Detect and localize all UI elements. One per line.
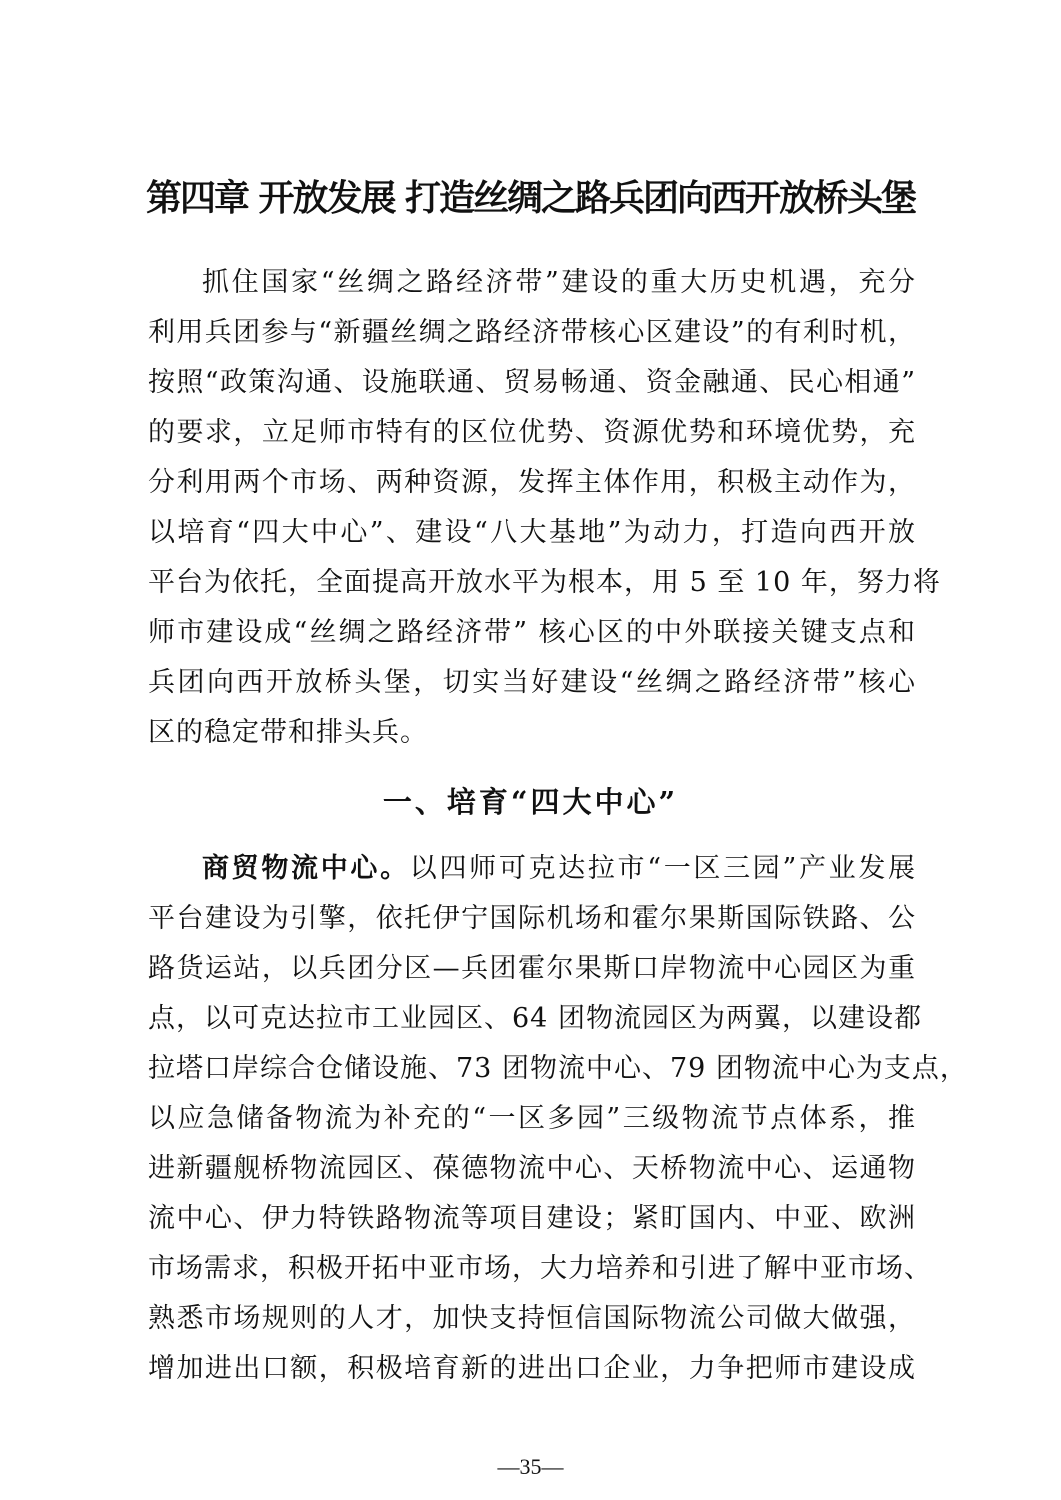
section-line: 熟悉市场规则的人才，加快支持恒信国际物流公司做大做强， [148,1303,916,1334]
section-line: 增加进出口额，积极培育新的进出口企业，力争把师市建设成 [148,1353,916,1384]
intro-line: 兵团向西开放桥头堡，切实当好建设“丝绸之路经济带”核心 [148,667,916,698]
intro-line: 按照“政策沟通、设施联通、贸易畅通、资金融通、民心相通” [148,367,916,398]
intro-line: 以培育“四大中心”、建设“八大基地”为动力，打造向西开放 [148,517,916,548]
intro-line: 利用兵团参与“新疆丝绸之路经济带核心区建设”的有利时机， [148,317,916,348]
intro-line: 平台为依托，全面提高开放水平为根本，用 5 至 10 年，努力将 [148,567,941,598]
intro-line: 抓住国家“丝绸之路经济带”建设的重大历史机遇，充分 [202,267,916,298]
section-first-line-text: 以四师可克达拉市“一区三园”产业发展 [409,853,916,884]
page-number: —35— [497,1454,564,1479]
section-line: 点，以可克达拉市工业园区、64 团物流园区为两翼，以建设都 [148,1003,922,1034]
section-line: 拉塔口岸综合仓储设施、73 团物流中心、79 团物流中心为支点， [148,1053,968,1084]
section-first-line [202,848,916,890]
intro-line: 师市建设成“丝绸之路经济带” 核心区的中外联接关键支点和 [148,617,916,648]
intro-line: 分利用两个市场、两种资源，发挥主体作用，积极主动作为， [148,467,916,498]
section-line: 进新疆舰桥物流园区、葆德物流中心、天桥物流中心、运通物 [148,1153,916,1184]
section-line: 以应急储备物流为补充的“一区多园”三级物流节点体系，推 [148,1103,916,1134]
intro-line: 区的稳定带和排头兵。 [148,717,428,748]
intro-line: 的要求，立足师市特有的区位优势、资源优势和环境优势，充 [148,417,916,448]
section-line: 市场需求，积极开拓中亚市场，大力培养和引进了解中亚市场、 [148,1253,932,1284]
section-line: 流中心、伊力特铁路物流等项目建设；紧盯国内、中亚、欧洲 [148,1203,916,1234]
section-line: 路货运站，以兵团分区—兵团霍尔果斯口岸物流中心园区为重 [148,953,916,984]
section-title: 一、培育“四大中心” [382,785,679,819]
chapter-title: 第四章 开放发展 打造丝绸之路兵团向西开放桥头堡 [145,178,916,219]
section-line: 平台建设为引擎，依托伊宁国际机场和霍尔果斯国际铁路、公 [148,903,916,934]
section-lead: 商贸物流中心。 [202,853,410,884]
